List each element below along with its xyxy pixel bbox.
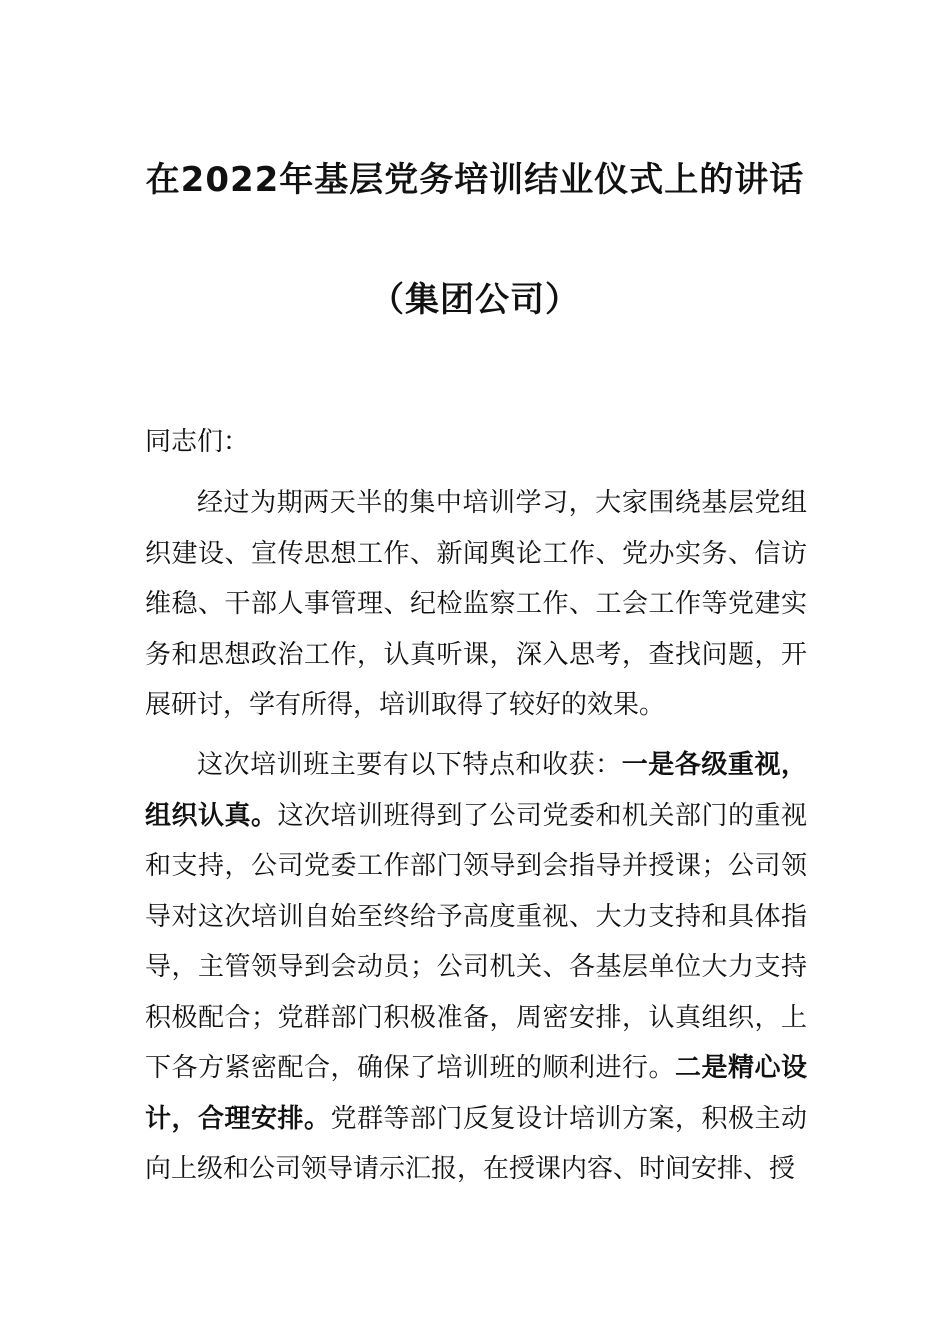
point-1-heading: 一是各级重视，组织认真。	[145, 750, 807, 831]
point-1-text: 这次培训班得到了公司党委和机关部门的重视和支持，公司党委工作部门领导到会指导并授课；公司领导对这次培训自始至终给予高度重视、大力支持和具体指导，主管领导到会动员；公司机关、各基层单位大力支持积极配合；党群部门积极准备，周密安排，认真组织，上下各方紧密配合，确保了培训班的顺利进行。	[145, 800, 807, 1083]
document-subtitle: （集团公司）	[370, 280, 580, 320]
point-2-heading: 二是精心设计，合理安排。	[145, 1053, 807, 1134]
paragraph-2	[145, 740, 807, 1195]
document-title: 在2022年基层党务培训结业仪式上的讲话	[145, 160, 805, 200]
salutation: 同志们：	[145, 427, 250, 457]
point-2-text: 党群等部门反复设计培训方案，积极主动向上级和公司领导请示汇报，在授课内容、时间安排、授	[145, 1103, 807, 1184]
paragraph-1: 经过为期两天半的集中培训学习，大家围绕基层党组织建设、宣传思想工作、新闻舆论工作、党办实务、信访维稳、干部人事管理、纪检监察工作、工会工作等党建实务和思想政治工作，认真听课，深入思考，查找问题，开展研讨，学有所得，培训取得了较好的效果。	[145, 488, 807, 720]
paragraph-2-intro: 这次培训班主要有以下特点和收获：	[197, 750, 622, 780]
